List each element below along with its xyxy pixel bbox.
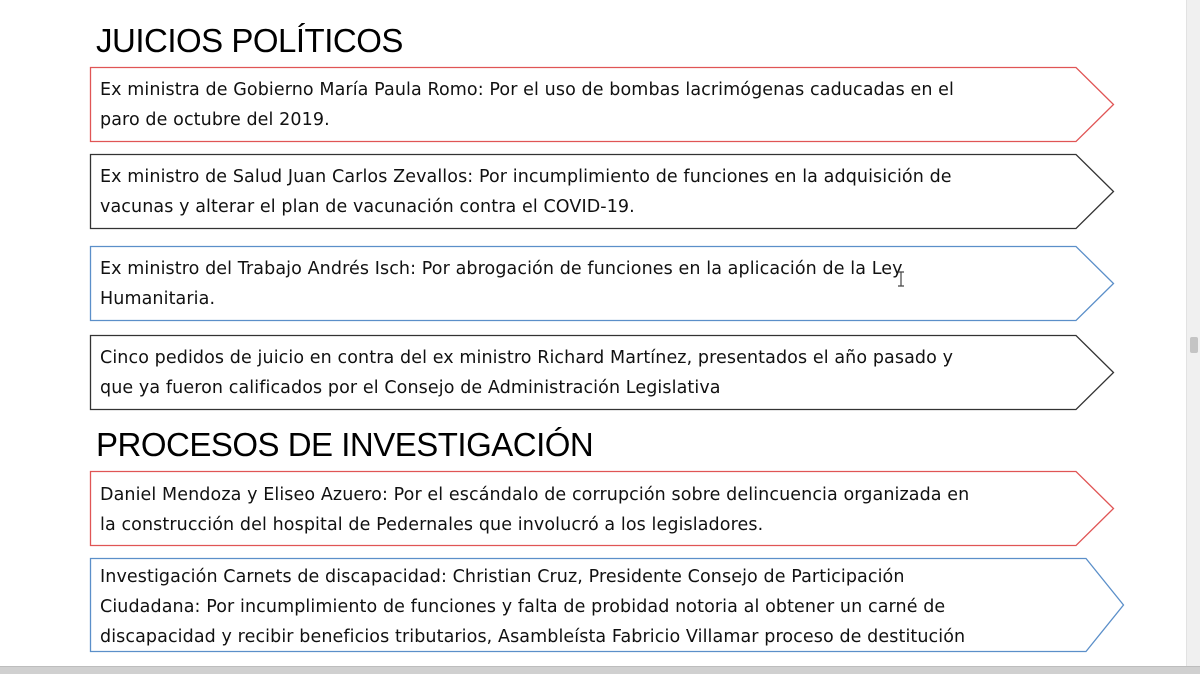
item-text	[100, 343, 953, 403]
item-line: paro de octubre del 2019.	[100, 110, 330, 130]
scrollbar-thumb[interactable]	[1190, 337, 1198, 353]
item-isch	[90, 246, 1114, 321]
item-line: Ex ministro de Salud Juan Carlos Zevallos: Por incumplimiento de funciones en la adquisición de	[100, 167, 952, 187]
item-zevallos	[90, 154, 1114, 229]
item-line: Investigación Carnets de discapacidad: Christian Cruz, Presidente Consejo de Participación	[100, 567, 905, 587]
horizontal-scrollbar[interactable]	[0, 666, 1200, 674]
item-text	[100, 562, 965, 652]
item-line: Ex ministro del Trabajo Andrés Isch: Por abrogación de funciones en la aplicación de la Ley	[100, 259, 903, 279]
item-line: Cinco pedidos de juicio en contra del ex ministro Richard Martínez, presentados el año pasado y	[100, 348, 954, 368]
item-romo	[90, 67, 1114, 142]
item-line: discapacidad y recibir beneficios tributarios, Asambleísta Fabricio Villamar proceso de destitución	[100, 627, 966, 647]
section-heading-procesos-de-investigacion: PROCESOS DE INVESTIGACIÓN	[96, 426, 594, 463]
item-text	[100, 480, 969, 540]
text-cursor-icon	[897, 271, 905, 287]
item-text	[100, 162, 952, 222]
item-text	[100, 75, 954, 135]
item-mendoza-azuero	[90, 471, 1114, 546]
item-line: Daniel Mendoza y Eliseo Azuero: Por el escándalo de corrupción sobre delincuencia organizada en	[100, 485, 970, 505]
item-text	[100, 254, 903, 314]
item-line: vacunas y alterar el plan de vacunación contra el COVID-19.	[100, 197, 635, 217]
vertical-scrollbar[interactable]	[1186, 0, 1200, 666]
item-martinez	[90, 335, 1114, 410]
item-line: Ciudadana: Por incumplimiento de funciones y falta de probidad notoria al obtener un carné de	[100, 597, 946, 617]
section-heading-juicios-politicos: JUICIOS POLÍTICOS	[96, 22, 403, 59]
item-line: Ex ministra de Gobierno María Paula Romo: Por el uso de bombas lacrimógenas caducadas en el	[100, 80, 954, 100]
item-line: que ya fueron calificados por el Consejo de Administración Legislativa	[100, 378, 721, 398]
item-line: la construcción del hospital de Pedernales que involucró a los legisladores.	[100, 515, 764, 535]
item-carnets-discapacidad	[90, 558, 1124, 652]
item-line: Humanitaria.	[100, 289, 216, 309]
